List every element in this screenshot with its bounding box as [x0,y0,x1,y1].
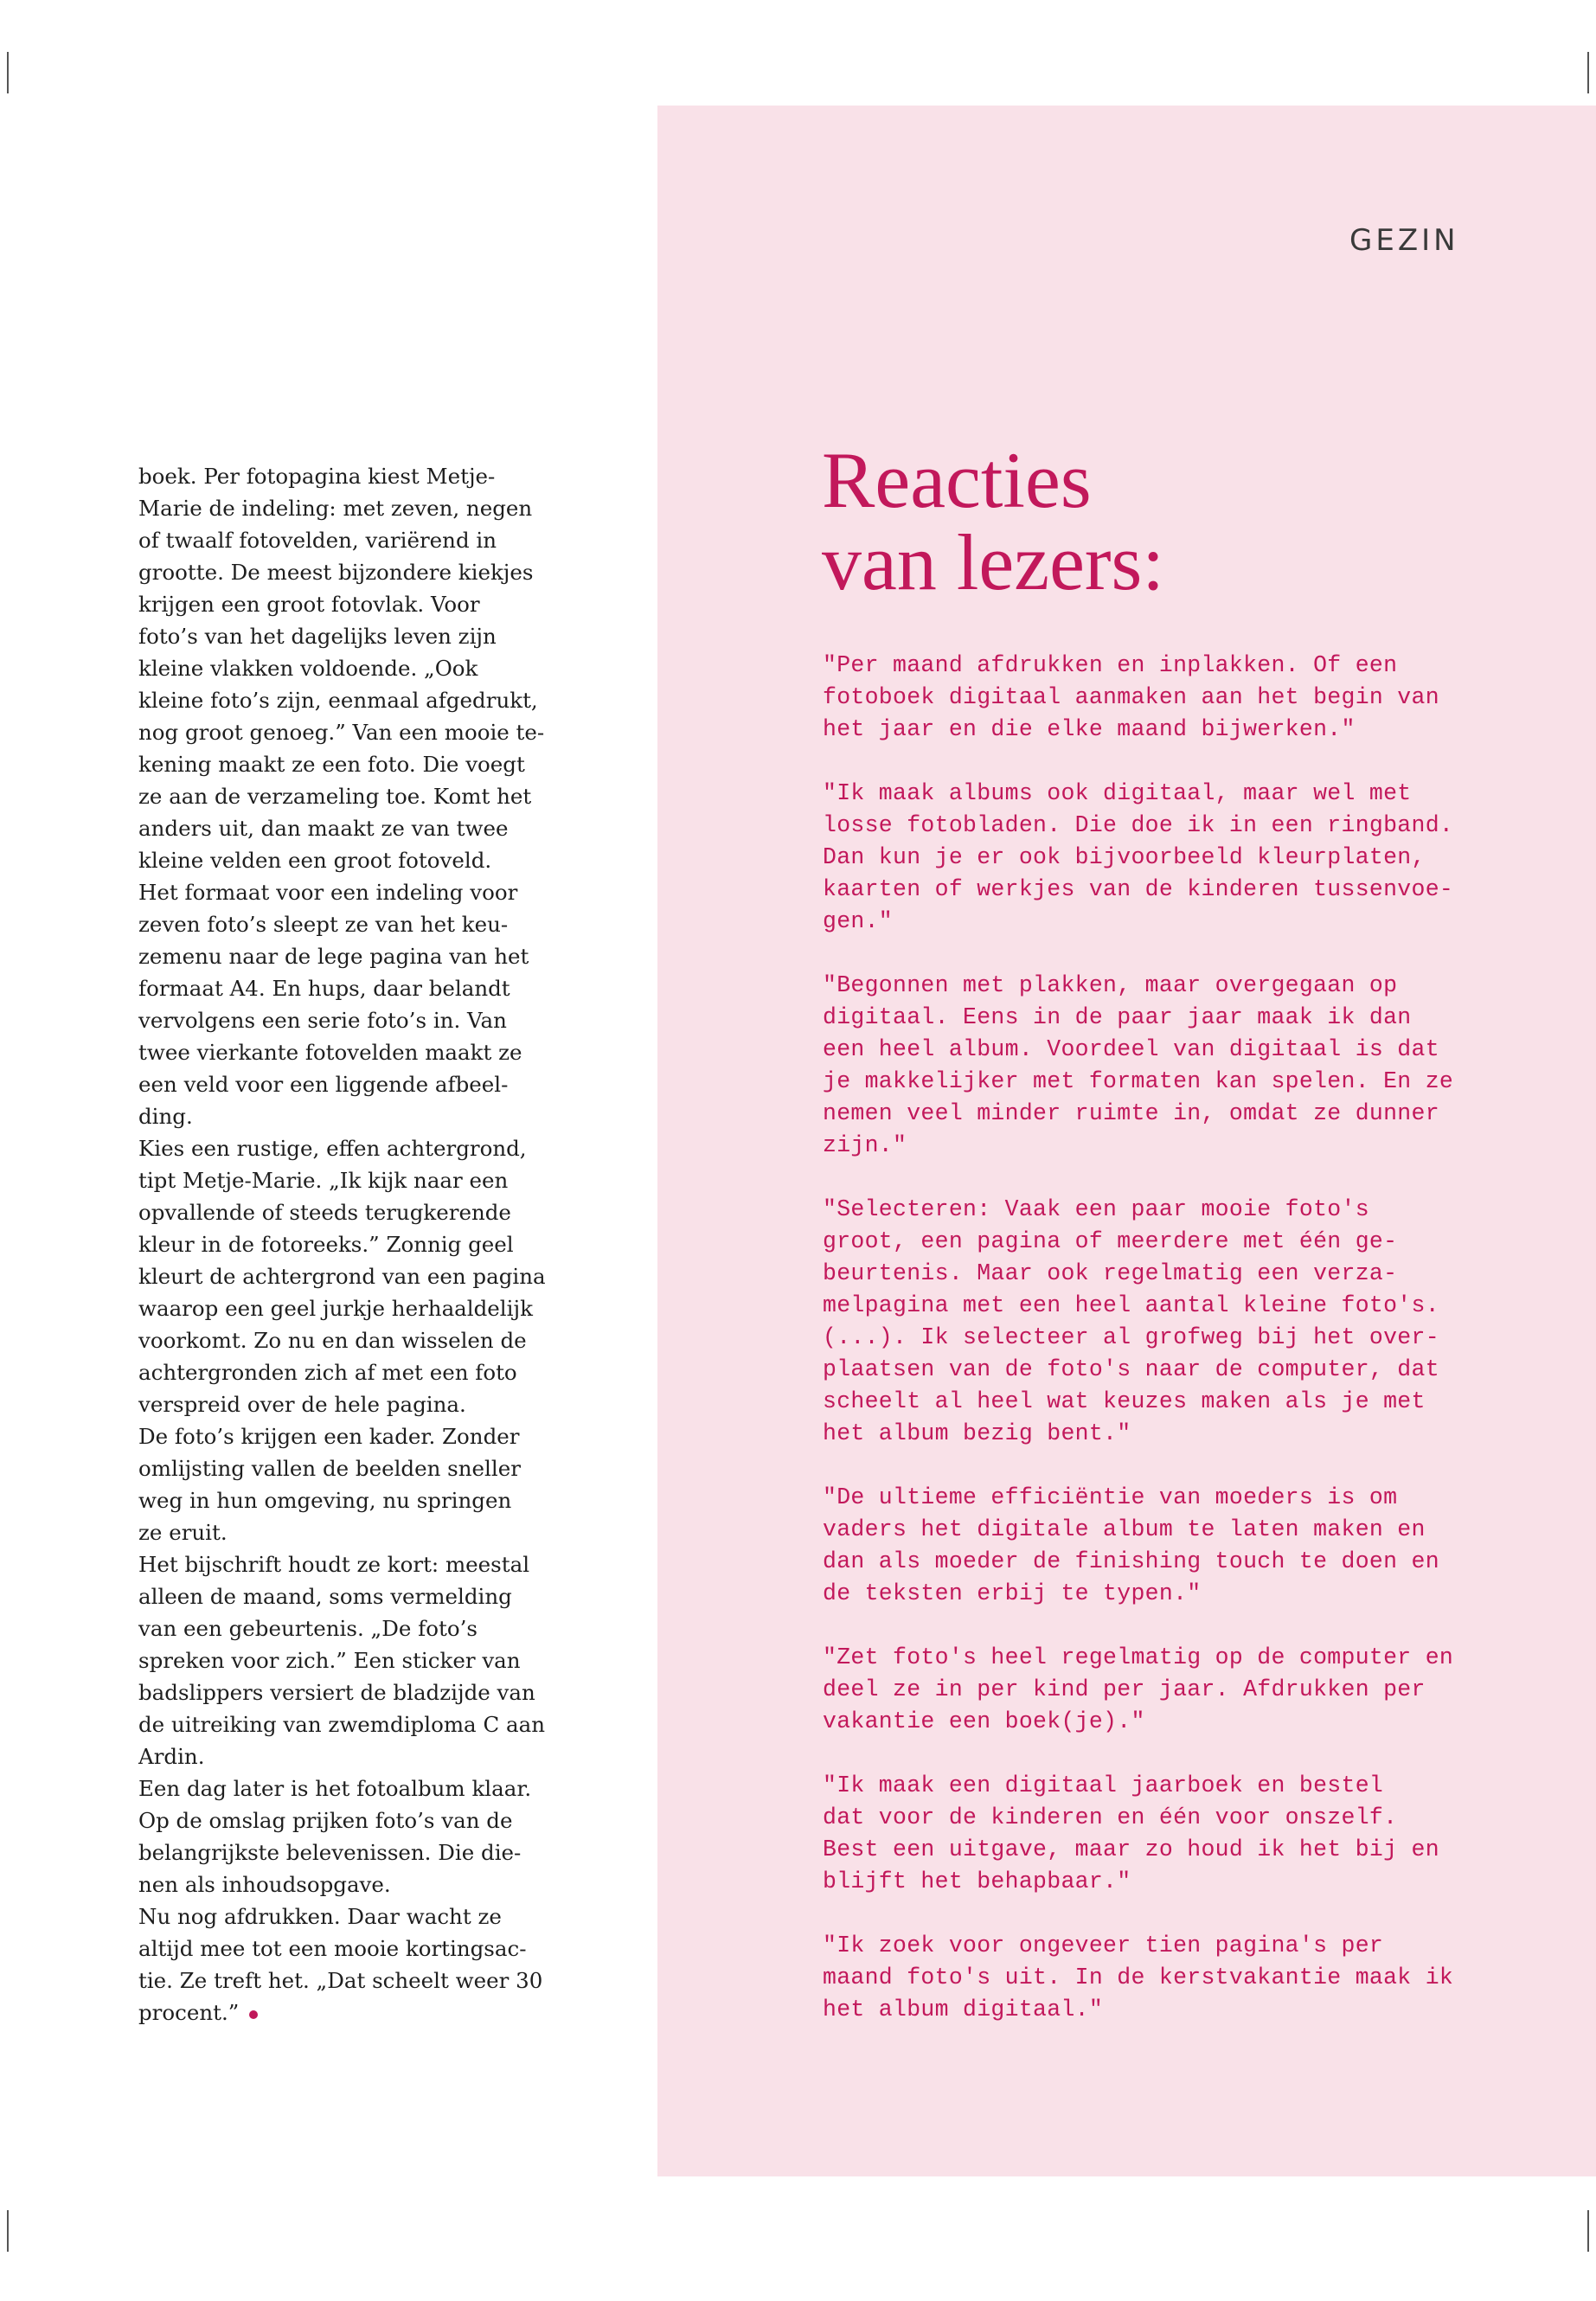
reader-quote: "Ik zoek voor ongeveer tien pagina's per maand foto's uit. In de kerstvakantie maak ik het album digitaal." [823,1932,1454,2022]
crop-mark-bottom-right [1587,2210,1589,2252]
reader-quote: "Zet foto's heel regelmatig op de computer en deel ze in per kind per jaar. Afdrukken per vakantie een boek(je)." [823,1644,1454,1734]
reader-quote: "Per maand afdrukken en inplakken. Of een fotoboek digitaal aanmaken aan het begin van het jaar en die elke maand bijwerken." [823,652,1439,742]
reader-quote: "Ik maak albums ook digitaal, maar wel met losse fotobladen. Die doe ik in een ringband. Dan kun je er ook bijvoorbeeld kleurplaten, kaarten of werkjes van de kinderen tussenvoe- gen." [823,780,1454,934]
end-mark-icon [249,2010,258,2019]
article-paragraph: boek. Per fotopagina kiest Metje- Marie de indeling: met zeven, negen of twaalf fotovelden, variërend in grootte. De meest bijzondere kiekjes krijgen een groot fotovlak. Voor foto’s van het dagelijks leven zijn kleine vlakken voldoende. „Ook kleine foto’s zijn, eenmaal afgedrukt, nog groot genoeg.” Van een mooie te- kening maakt ze een foto. Die voegt ze aan de verzameling toe. Komt het anders uit, dan maakt ze van twee kleine velden een groot fotoveld. Het formaat voor een indeling voor zeven foto’s sleept ze van het keu- zemenu naar de lege pagina van het formaat A4. En hups, daar belandt vervolgens een serie foto’s in. Van twee vierkante fotovelden maakt ze een veld voor een liggende afbeel- ding. [138,464,545,1129]
reader-quote: "Begonnen met plakken, maar overgegaan op digitaal. Eens in de paar jaar maak ik dan een heel album. Voordeel van digitaal is dat je makkelijker met formaten kan spelen. En ze nemen veel minder ruimte in, omdat ze dunner zijn." [823,972,1454,1158]
sidebar-heading [822,436,1164,606]
crop-mark-top-left [7,52,9,93]
article-paragraph: De foto’s krijgen een kader. Zonder omlijsting vallen de beelden sneller weg in hun omgeving, nu springen ze eruit. [138,1424,521,1545]
reader-quote: "Ik maak een digitaal jaarboek en bestel dat voor de kinderen en één voor onszelf. Best een uitgave, maar zo houd ik het bij en blijft het behapbaar." [823,1772,1439,1894]
article-paragraph: Kies een rustige, effen achtergrond, tipt Metje-Marie. „Ik kijk naar een opvallende of steeds terugkerende kleur in de fotoreeks.” Zonnig geel kleurt de achtergrond van een pagina waarop een geel jurkje herhaaldelijk voorkomt. Zo nu en dan wisselen de achtergronden zich af met een foto verspreid over de hele pagina. [138,1136,546,1417]
section-label: GEZIN [1349,223,1459,258]
article-body [138,460,554,2029]
reader-quote: "De ultieme efficiëntie van moeders is om vaders het digitale album te laten maken en dan als moeder de finishing touch te doen en de teksten erbij te typen." [823,1484,1439,1606]
article-paragraph: Het bijschrift houdt ze kort: meestal alleen de maand, soms vermelding van een gebeurtenis. „De foto’s spreken voor zich.” Een sticker van badslippers versiert de bladzijde van de uitreiking van zwemdiploma C aan Ardin. [138,1552,545,1769]
article-paragraph-text: Nu nog afdrukken. Daar wacht ze altijd mee tot een mooie kortingsac- tie. Ze treft het. „Dat scheelt weer 30 procent.” [138,1904,543,2025]
reader-quote: "Selecteren: Vaak een paar mooie foto's groot, een pagina of meerdere met één ge- beurtenis. Maar ook regelmatig een verza- melpagina met een heel aantal kleine foto's. (...). Ik selecteer al grofweg bij het over- plaatsen van de foto's naar de computer, dat scheelt al heel wat keuzes maken als je met het album bezig bent." [823,1196,1439,1446]
article-paragraph-last [138,1900,554,2029]
crop-mark-top-right [1587,52,1589,93]
sidebar-heading-line1: Reacties [822,436,1092,524]
sidebar-heading-line2: van lezers: [822,518,1164,606]
reader-quotes [823,650,1480,2058]
crop-mark-bottom-left [7,2210,9,2252]
article-paragraph: Een dag later is het fotoalbum klaar. Op de omslag prijken foto’s van de belangrijkste belevenissen. Die die- nen als inhoudsopgave. [138,1776,532,1897]
